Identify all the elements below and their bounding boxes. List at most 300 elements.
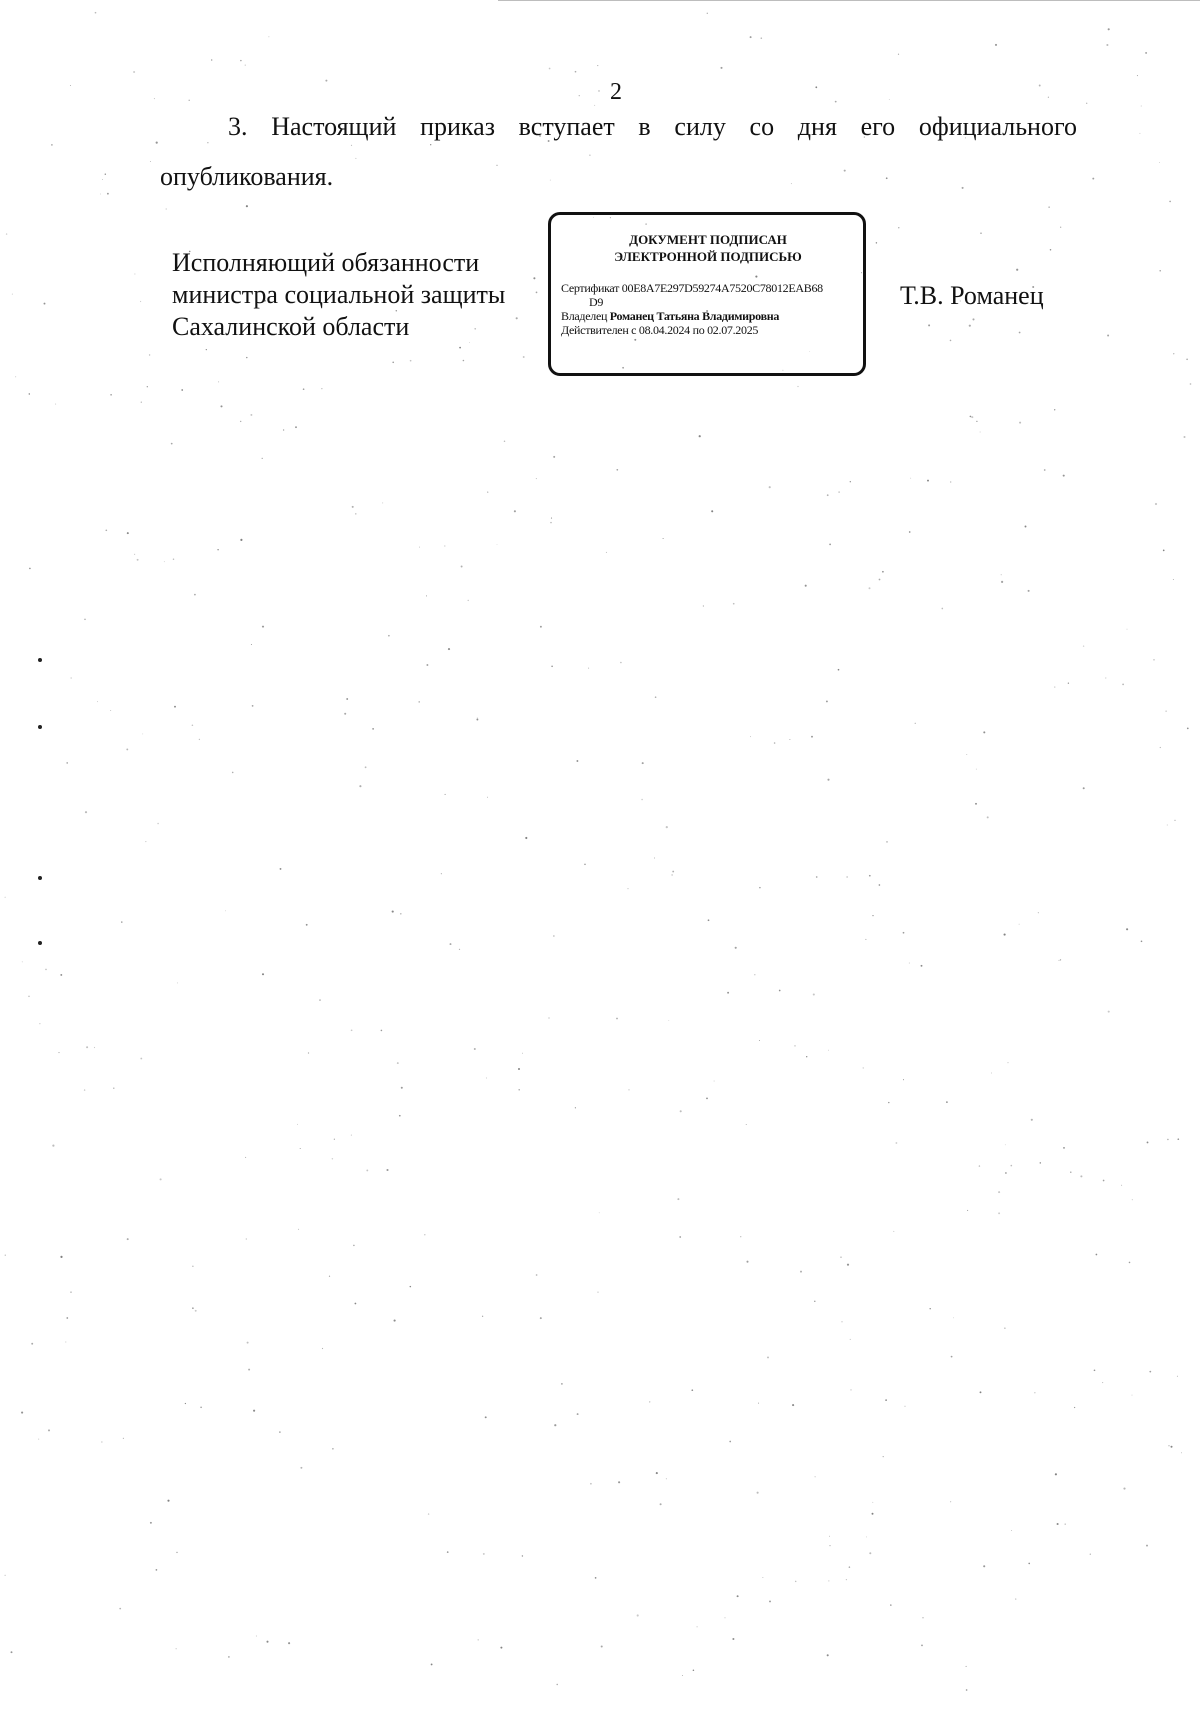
scan-speck — [86, 1046, 88, 1048]
scan-speck — [1086, 103, 1087, 104]
scan-speck — [553, 456, 555, 458]
scan-speck — [486, 1078, 487, 1079]
scan-speck — [1108, 28, 1110, 30]
scan-speck — [459, 949, 460, 950]
scan-speck — [147, 386, 148, 387]
scan-speck — [995, 44, 997, 46]
scan-speck — [248, 1369, 250, 1371]
scan-speck — [252, 705, 254, 707]
scan-speck — [192, 1307, 194, 1309]
scan-speck — [1107, 335, 1109, 337]
electronic-signature-stamp — [548, 212, 866, 376]
scan-speck — [1054, 409, 1055, 410]
scan-speck — [5, 897, 6, 898]
scan-speck — [1190, 383, 1192, 385]
scan-speck — [253, 1410, 255, 1412]
scan-speck — [618, 1481, 620, 1483]
scan-speck — [1139, 133, 1140, 134]
scan-speck — [1050, 249, 1052, 251]
scan-speck — [105, 529, 107, 531]
scan-speck — [898, 227, 899, 228]
scan-speck — [627, 888, 628, 889]
scan-speck — [173, 559, 174, 560]
scan-speck — [727, 992, 729, 994]
scan-speck — [127, 532, 129, 534]
scan-speck — [1028, 1563, 1030, 1565]
scan-speck — [816, 876, 818, 878]
scan-speck — [577, 1413, 579, 1415]
scan-speck — [31, 1343, 33, 1345]
scan-speck — [909, 963, 910, 964]
scan-speck — [750, 36, 752, 38]
scan-speck — [477, 717, 478, 718]
scan-speck — [733, 603, 735, 605]
scan-speck — [660, 1503, 662, 1505]
scan-speck — [300, 1148, 301, 1149]
scan-speck — [325, 80, 327, 82]
scan-speck — [105, 174, 106, 175]
scan-speck — [814, 1301, 815, 1302]
scan-speck — [157, 823, 159, 825]
page-number: 2 — [610, 79, 622, 105]
scan-speck — [789, 739, 790, 740]
scan-speck — [181, 389, 183, 391]
scan-speck — [133, 71, 135, 73]
scan-speck — [696, 1626, 697, 1627]
scan-speck — [866, 1536, 867, 1537]
scan-speck — [21, 1412, 23, 1414]
scan-speck — [1108, 1011, 1110, 1013]
scan-speck — [127, 1238, 129, 1240]
scan-speck — [729, 1441, 731, 1443]
scan-speck — [720, 67, 722, 69]
scan-speck — [268, 36, 269, 37]
scan-speck — [166, 208, 167, 209]
scan-speck — [759, 1040, 760, 1041]
scan-speck — [154, 98, 155, 99]
scan-speck — [5, 1255, 6, 1256]
scan-speck — [893, 1231, 894, 1232]
scan-speck — [828, 1050, 829, 1051]
scan-speck — [65, 1341, 66, 1342]
scan-speck — [950, 340, 952, 342]
scan-speck — [1132, 1199, 1133, 1200]
scan-speck — [1039, 85, 1041, 87]
scan-speck — [863, 1067, 864, 1068]
scan-speck — [1008, 1062, 1009, 1063]
scan-speck — [735, 947, 737, 949]
scan-speck — [38, 658, 42, 662]
scan-speck — [829, 1536, 830, 1537]
scan-speck — [551, 666, 553, 668]
scan-speck — [51, 144, 53, 146]
scan-speck — [998, 1212, 1000, 1214]
scan-speck — [595, 1577, 597, 1579]
scan-speck — [762, 1577, 763, 1578]
scan-speck — [206, 349, 207, 350]
scan-speck — [637, 1614, 639, 1616]
scan-speck — [134, 554, 135, 555]
scan-speck — [869, 1552, 871, 1554]
scan-speck — [706, 1097, 708, 1099]
scan-speck — [579, 95, 580, 96]
scan-speck — [188, 100, 189, 101]
scan-speck — [48, 1429, 50, 1431]
scan-speck — [642, 762, 644, 764]
scan-speck — [107, 193, 109, 195]
scan-speck — [70, 1291, 71, 1292]
scan-speck — [903, 1079, 904, 1080]
scan-speck — [693, 1669, 695, 1671]
scan-speck — [847, 876, 848, 877]
scan-speck — [140, 301, 141, 302]
scan-speck — [97, 701, 98, 702]
scan-speck — [849, 1566, 851, 1568]
scan-speck — [522, 1555, 523, 1556]
scan-speck — [666, 1478, 667, 1479]
scan-speck — [1141, 940, 1143, 942]
scan-speck — [691, 1389, 693, 1391]
scan-speck — [549, 68, 551, 70]
scan-speck — [110, 394, 112, 396]
scan-speck — [898, 54, 899, 55]
scan-speck — [1159, 162, 1160, 163]
scan-speck — [980, 432, 981, 433]
scan-speck — [1126, 928, 1128, 930]
scan-speck — [668, 1020, 669, 1021]
scan-speck — [536, 1274, 538, 1276]
scan-speck — [979, 1165, 980, 1166]
scan-speck — [240, 60, 241, 61]
scan-speck — [915, 723, 916, 724]
stamp-owner-value: Романец Татьяна Владимировна — [609, 309, 780, 323]
scan-speck — [134, 273, 135, 274]
scan-speck — [441, 873, 442, 874]
scan-speck — [1121, 1185, 1122, 1186]
scan-speck — [850, 1389, 851, 1390]
scan-speck — [485, 1416, 487, 1418]
scan-speck — [448, 648, 450, 650]
scan-speck — [827, 494, 829, 496]
scan-speck — [200, 1406, 202, 1408]
scan-speck — [392, 911, 394, 913]
scan-speck — [800, 1271, 802, 1273]
scan-speck — [176, 1648, 177, 1649]
scan-speck — [708, 919, 710, 921]
scan-speck — [262, 626, 264, 628]
scan-speck — [966, 1689, 968, 1691]
scan-speck — [483, 1553, 485, 1555]
scan-speck — [418, 701, 420, 703]
scan-speck — [246, 357, 247, 358]
scan-speck — [1019, 332, 1021, 334]
scan-speck — [654, 858, 655, 859]
scan-speck — [699, 435, 701, 437]
scan-speck — [759, 887, 761, 889]
scan-speck — [983, 731, 985, 733]
scan-speck — [110, 710, 111, 711]
stamp-title-line: ЭЛЕКТРОННОЙ ПОДПИСЬЮ — [614, 249, 802, 264]
scan-speck — [332, 1448, 334, 1450]
scan-speck — [482, 1316, 483, 1317]
scan-speck — [950, 481, 951, 482]
scan-speck — [1038, 912, 1039, 913]
scan-speck — [497, 544, 498, 545]
scan-speck — [983, 1565, 985, 1567]
scan-speck — [1001, 581, 1003, 583]
scan-speck — [365, 766, 367, 768]
scan-speck — [431, 1663, 433, 1665]
scan-speck — [100, 194, 101, 195]
scan-speck — [682, 1675, 683, 1676]
scan-speck — [540, 1317, 542, 1319]
scan-speck — [487, 797, 488, 798]
scan-speck — [1063, 475, 1065, 477]
scan-speck — [1004, 1328, 1005, 1329]
scan-speck — [463, 360, 465, 362]
scan-speck — [847, 1264, 849, 1266]
scan-speck — [703, 605, 704, 606]
scan-speck — [300, 1467, 302, 1469]
scan-speck — [972, 318, 974, 320]
scan-speck — [815, 1476, 816, 1477]
scan-speck — [410, 1286, 411, 1287]
scan-speck — [1122, 684, 1124, 686]
scan-speck — [447, 1551, 449, 1553]
scan-speck — [553, 935, 554, 936]
scan-speck — [575, 71, 577, 73]
scan-speck — [1019, 924, 1020, 925]
scan-speck — [66, 1317, 68, 1319]
scan-speck — [813, 993, 815, 995]
scan-speck — [22, 962, 23, 963]
scan-speck — [827, 779, 829, 781]
scan-speck — [601, 1645, 603, 1647]
scan-speck — [38, 876, 42, 880]
scan-speck — [795, 1581, 797, 1583]
scan-speck — [394, 1320, 396, 1322]
scan-speck — [450, 943, 452, 945]
scan-speck — [217, 549, 218, 550]
scan-speck — [334, 1139, 335, 1140]
scan-speck — [779, 990, 781, 992]
scan-speck — [5, 1575, 6, 1576]
scan-speck — [641, 799, 643, 801]
scan-speck — [869, 587, 871, 589]
scan-speck — [525, 837, 527, 839]
scan-speck — [828, 1580, 829, 1581]
scan-speck — [969, 325, 971, 327]
scan-speck — [66, 762, 68, 764]
scan-speck — [928, 324, 930, 326]
scan-speck — [1167, 1139, 1168, 1140]
scan-speck — [629, 1089, 630, 1090]
scan-speck — [156, 1569, 158, 1571]
scan-speck — [680, 1110, 682, 1112]
scan-speck — [1103, 1180, 1105, 1182]
scan-speck — [240, 539, 242, 541]
scan-speck — [245, 65, 246, 66]
scan-speck — [426, 595, 427, 596]
scan-speck — [1011, 1165, 1013, 1167]
scan-speck — [366, 1169, 368, 1171]
scan-speck — [397, 1062, 399, 1064]
scan-speck — [946, 1101, 948, 1103]
scan-speck — [401, 1087, 403, 1089]
scan-speck — [1019, 422, 1021, 424]
scan-speck — [1065, 1523, 1066, 1524]
scan-speck — [838, 669, 840, 671]
scan-speck — [156, 142, 158, 144]
scan-speck — [872, 915, 873, 916]
scan-speck — [606, 552, 607, 553]
scan-speck — [167, 1500, 169, 1502]
scan-speck — [1040, 1162, 1042, 1164]
scan-speck — [1016, 269, 1018, 271]
scan-speck — [60, 1256, 62, 1258]
scan-speck — [476, 719, 478, 721]
scan-speck — [1184, 436, 1186, 438]
scan-speck — [550, 522, 551, 523]
scan-speck — [119, 1608, 121, 1610]
scan-speck — [1169, 201, 1171, 203]
scan-speck — [970, 416, 972, 418]
scan-speck — [240, 421, 241, 422]
scan-speck — [1137, 75, 1138, 76]
scan-speck — [826, 700, 828, 702]
scan-speck — [707, 13, 708, 14]
scan-speck — [879, 884, 881, 886]
scan-speck — [584, 864, 585, 865]
scan-speck — [146, 841, 147, 842]
scan-speck — [192, 725, 194, 727]
scan-speck — [551, 518, 552, 519]
scan-speck — [1001, 574, 1002, 575]
scan-speck — [319, 999, 320, 1000]
scan-speck — [247, 1342, 249, 1344]
scan-speck — [1054, 687, 1055, 688]
scan-speck — [192, 1266, 193, 1267]
scan-speck — [199, 739, 200, 740]
scan-speck — [44, 303, 46, 305]
scan-speck — [346, 698, 348, 700]
scan-speck — [850, 1339, 851, 1340]
scan-speck — [1057, 1523, 1059, 1525]
scan-speck — [888, 1102, 889, 1103]
scan-speck — [303, 388, 305, 390]
scan-speck — [889, 99, 890, 100]
scan-speck — [424, 1234, 425, 1235]
signatory-title — [172, 247, 532, 343]
scan-speck — [827, 1654, 829, 1656]
scan-speck — [966, 1666, 967, 1667]
scan-speck — [60, 974, 62, 976]
scan-speck — [797, 386, 798, 387]
scan-speck — [815, 86, 817, 88]
scan-speck — [909, 531, 911, 533]
scan-speck — [474, 1048, 476, 1050]
scan-speck — [38, 941, 42, 945]
scan-speck — [598, 90, 599, 91]
scan-speck — [757, 1492, 759, 1494]
scan-speck — [102, 179, 103, 180]
scan-speck — [758, 1403, 759, 1404]
scan-speck — [150, 1522, 152, 1524]
scan-speck — [1028, 590, 1030, 592]
scan-speck — [649, 1401, 650, 1402]
scan-speck — [850, 481, 851, 482]
scan-speck — [966, 754, 967, 755]
scan-speck — [976, 421, 977, 422]
scan-speck — [351, 1029, 353, 1031]
scan-speck — [903, 932, 905, 934]
scan-speck — [1168, 1445, 1169, 1446]
scan-speck — [410, 360, 412, 362]
scan-speck — [321, 388, 322, 389]
stamp-certificate-value: 00E8A7E297D59274A7520C78012EAB68 — [621, 281, 823, 295]
scan-speck — [672, 871, 674, 873]
scan-speck — [1063, 1147, 1065, 1149]
scan-speck — [1145, 52, 1147, 54]
scan-speck — [246, 1238, 247, 1239]
scan-speck — [1159, 270, 1161, 272]
scan-speck — [113, 1088, 114, 1089]
scan-speck — [554, 1424, 556, 1426]
scan-speck — [487, 491, 488, 492]
scan-speck — [671, 874, 672, 875]
scan-speck — [1129, 1262, 1131, 1264]
effective-date-paragraph: 3. Настоящий приказ вступает в силу со дня его официального опубликования. — [160, 112, 1077, 191]
scan-speck — [1074, 1407, 1075, 1408]
scan-speck — [910, 478, 911, 479]
scan-speck — [306, 924, 308, 926]
scan-speck — [1083, 645, 1084, 646]
scan-speck — [84, 619, 85, 620]
scan-speck — [950, 1501, 951, 1502]
scan-speck — [732, 1638, 734, 1640]
scan-speck — [1055, 1473, 1057, 1475]
scan-speck — [1177, 1376, 1178, 1377]
scan-speck — [922, 1617, 923, 1618]
scan-speck — [536, 478, 537, 479]
scan-speck — [174, 706, 176, 708]
scan-speck — [381, 1030, 383, 1032]
scan-speck — [500, 1647, 502, 1649]
scan-speck — [71, 678, 72, 679]
scan-speck — [1153, 659, 1155, 661]
scan-speck — [663, 538, 664, 539]
scan-speck — [1070, 1172, 1071, 1173]
scan-speck — [769, 1600, 771, 1602]
scan-speck — [885, 1399, 887, 1401]
scan-speck — [1060, 227, 1061, 228]
scan-speck — [872, 1502, 873, 1503]
scan-speck — [459, 347, 461, 349]
scan-speck — [1005, 1172, 1007, 1174]
scan-speck — [724, 1617, 725, 1618]
scan-speck — [921, 965, 923, 967]
scan-speck — [1083, 787, 1085, 789]
scan-speck — [382, 502, 383, 503]
scan-speck — [1105, 677, 1106, 678]
scan-speck — [29, 568, 31, 570]
scan-speck — [761, 37, 763, 39]
scan-speck — [352, 506, 354, 508]
scan-speck — [11, 1651, 13, 1653]
scan-speck — [1011, 1530, 1012, 1531]
scan-speck — [905, 1406, 906, 1407]
scan-speck — [95, 12, 97, 14]
